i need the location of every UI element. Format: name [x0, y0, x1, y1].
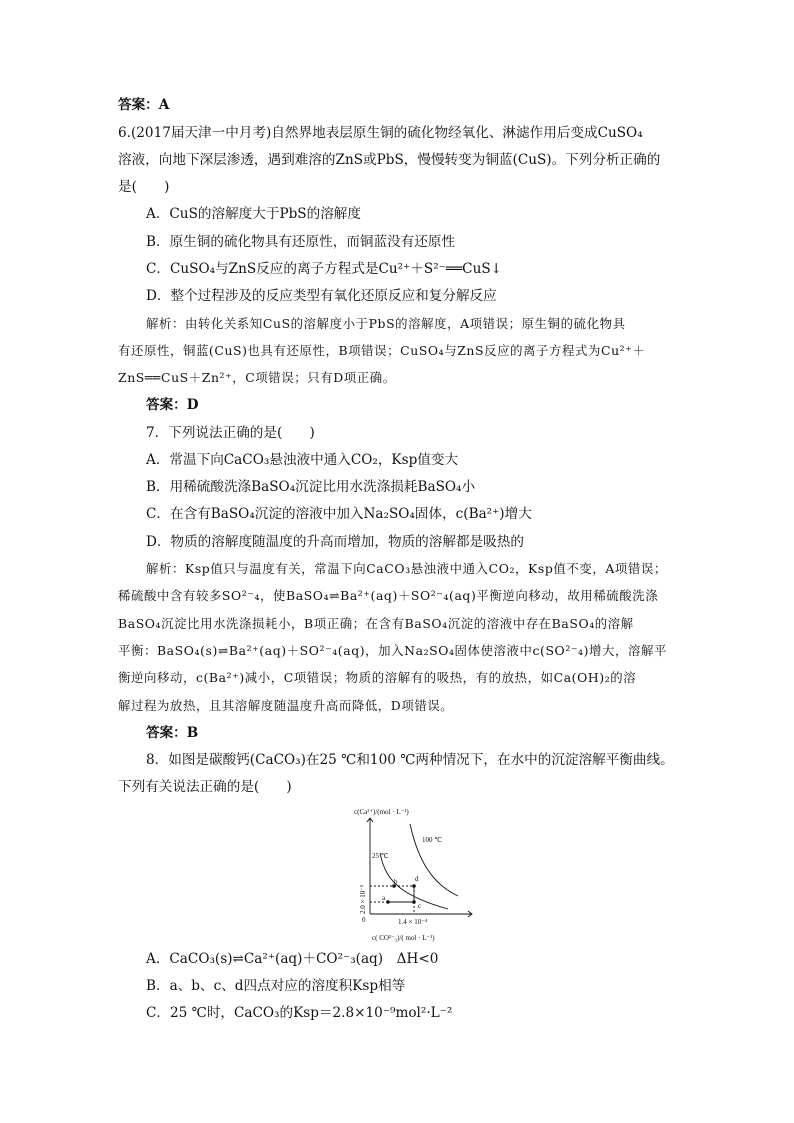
q7-option-d: D．物质的溶解度随温度的升高而增加，物质的溶解都是吸热的 — [146, 534, 524, 550]
q7-option-a: A．常温下向CaCO₃悬浊液中通入CO₂，Ksp值变大 — [146, 452, 459, 468]
y-axis-label: c(Ca²⁺)/(mol · L⁻¹) — [354, 808, 409, 816]
point-c-label: c — [418, 902, 422, 910]
analysis-7-line-6: 解过程为放热，且其溶解度随温度升高而降低，D项错误。 — [118, 698, 454, 713]
q6-option-d: D．整个过程涉及的反应类型有氧化还原反应和复分解反应 — [146, 288, 497, 304]
question-8-line-2: 下列有关说法正确的是( ) — [118, 779, 292, 795]
point-b-label: b — [394, 878, 398, 886]
point-a — [386, 900, 390, 904]
question-6-line-2: 溶液，向地下深层渗透，遇到难溶的ZnS或PbS，慢慢转变为铜蓝(CuS)。下列分析正确的 — [118, 152, 661, 168]
q8-option-a: A．CaCO₃(s)⇌Ca²⁺(aq)＋CO²⁻₃(aq) ΔH<0 — [146, 951, 439, 967]
question-6-line-1: 6.(2017届天津一中月考)自然界地表层原生铜的硫化物经氧化、淋滤作用后变成CuSO₄ — [118, 125, 643, 141]
x-axis-label: c( CO²⁻₃)/( mol · L⁻¹) — [372, 934, 435, 942]
q6-option-a: A．CuS的溶解度大于PbS的溶解度 — [146, 206, 361, 222]
solubility-curve-figure — [352, 806, 476, 942]
q6-option-c: C．CuSO₄与ZnS反应的离子方程式是Cu²⁺＋S²⁻══CuS↓ — [146, 261, 503, 277]
point-a-label: a — [382, 894, 386, 902]
q6-option-b: B．原生铜的硫化物具有还原性，而铜蓝没有还原性 — [146, 234, 456, 250]
q7-option-b: B．用稀硫酸洗涤BaSO₄沉淀比用水洗涤损耗BaSO₄小 — [146, 479, 476, 495]
curve-100c — [410, 824, 458, 896]
analysis-7-line-2: 稀硫酸中含有较多SO²⁻₄，使BaSO₄⇌Ba²⁺(aq)＋SO²⁻₄(aq)平衡逆向移动，故用稀硫酸洗涤 — [118, 588, 659, 603]
answer-q6: 答案：D — [146, 397, 199, 413]
q7-option-c: C．在含有BaSO₄沉淀的溶液中加入Na₂SO₄固体，c(Ba²⁺)增大 — [146, 506, 532, 522]
question-8-line-1: 8．如图是碳酸钙(CaCO₃)在25 ℃和100 ℃两种情况下，在水中的沉淀溶解平衡曲线。 — [146, 752, 674, 768]
analysis-6-line-2: 有还原性，铜蓝(CuS)也具有还原性，B项错误；CuSO₄与ZnS反应的离子方程式为Cu²⁺＋ — [118, 343, 646, 358]
origin-label: 0 — [362, 916, 366, 924]
analysis-7-line-3: BaSO₄沉淀比用水洗涤损耗小，B项正确；在含有BaSO₄沉淀的溶液中存在BaSO₄的溶解 — [118, 616, 634, 631]
answer-q5: 答案：A — [118, 97, 170, 113]
analysis-6-line-1: 解析：由转化关系知CuS的溶解度小于PbS的溶解度，A项错误；原生铜的硫化物具 — [146, 316, 626, 331]
analysis-7-line-1: 解析：Ksp值只与温度有关，常温下向CaCO₃悬浊液中通入CO₂，Ksp值不变，A项错误； — [146, 561, 667, 576]
answer-q7: 答案：B — [146, 725, 199, 741]
point-d — [412, 884, 416, 888]
point-d-label: d — [415, 875, 419, 883]
q8-option-c: C．25 ℃时，CaCO₃的Ksp＝2.8×10⁻⁹mol²·L⁻² — [146, 1005, 453, 1021]
point-c — [412, 900, 416, 904]
x-tick-label: 1.4 × 10⁻⁴ — [398, 918, 428, 926]
y-tick-label: 2.0 × 10⁻⁵ — [359, 884, 367, 914]
curve-25c-label: 25 ℃ — [372, 852, 389, 860]
analysis-6-line-3: ZnS══CuS＋Zn²⁺，C项错误；只有D项正确。 — [118, 370, 396, 385]
curve-100c-label: 100 ℃ — [422, 836, 443, 844]
question-6-line-3: 是( ) — [118, 179, 170, 195]
analysis-7-line-5: 衡逆向移动，c(Ba²⁺)减小，C项错误；物质的溶解有的吸热，有的放热，如Ca(OH)₂的溶 — [118, 670, 637, 685]
analysis-7-line-4: 平衡：BaSO₄(s)⇌Ba²⁺(aq)＋SO²⁻₄(aq)，加入Na₂SO₄固体使溶液中c(SO²⁻₄)增大，溶解平 — [118, 643, 667, 658]
question-7: 7．下列说法正确的是( ) — [146, 425, 315, 441]
q8-option-b: B．a、b、c、d四点对应的溶度积Ksp相等 — [146, 978, 406, 994]
